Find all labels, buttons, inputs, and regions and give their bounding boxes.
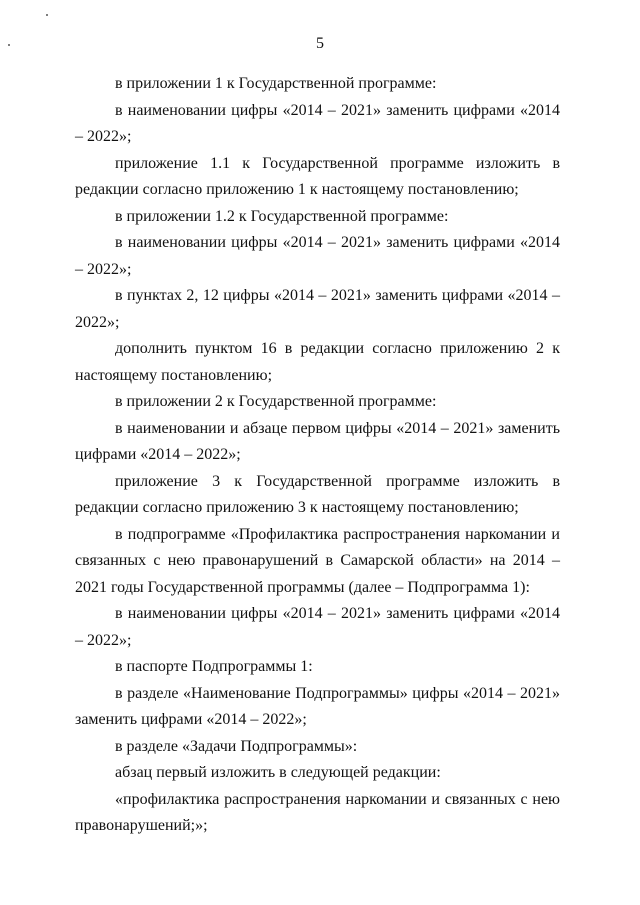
scan-speck xyxy=(46,14,48,16)
paragraph: приложение 3 к Государственной программе изложить в редакции согласно приложению 3 к настоящему постановлению; xyxy=(75,472,560,516)
paragraph: в наименовании и абзаце первом цифры «2014 – 2021» заменить цифрами «2014 – 2022»; xyxy=(75,419,560,463)
paragraph: в подпрограмме «Профилактика распространения наркомании и связанных с нею правонарушений в Самарской области» на 2014 – 2021 годы Государственной программы (далее – Подпрограмма 1): xyxy=(75,525,560,596)
paragraph: приложение 1.1 к Государственной программе изложить в редакции согласно приложению 1 к настоящему постановлению; xyxy=(75,154,560,198)
paragraph: в наименовании цифры «2014 – 2021» заменить цифрами «2014 – 2022»; xyxy=(75,101,560,145)
paragraph: в приложении 1 к Государственной программе: xyxy=(115,75,437,92)
paragraph: дополнить пунктом 16 в редакции согласно приложению 2 к настоящему постановлению; xyxy=(75,340,560,384)
paragraph: в приложении 1.2 к Государственной программе: xyxy=(115,207,449,225)
paragraph: в паспорте Подпрограммы 1: xyxy=(115,658,313,675)
paragraph: в разделе «Задачи Подпрограммы»: xyxy=(115,737,358,755)
paragraph: в наименовании цифры «2014 – 2021» заменить цифрами «2014 – 2022»; xyxy=(75,234,560,278)
paragraph: в разделе «Наименование Подпрограммы» цифры «2014 – 2021» заменить цифрами «2014 – 2022»; xyxy=(75,684,560,728)
paragraph: абзац первый изложить в следующей редакции: xyxy=(115,764,441,781)
document-body xyxy=(75,71,560,840)
page-number: 5 xyxy=(316,35,324,52)
paragraph: в приложении 2 к Государственной программе: xyxy=(115,393,437,410)
paragraph: «профилактика распространения наркомании и связанных с нею правонарушений;»; xyxy=(75,790,560,834)
paragraph: в наименовании цифры «2014 – 2021» заменить цифрами «2014 – 2022»; xyxy=(75,605,560,649)
paragraph: в пунктах 2, 12 цифры «2014 – 2021» заменить цифрами «2014 – 2022»; xyxy=(75,287,560,331)
